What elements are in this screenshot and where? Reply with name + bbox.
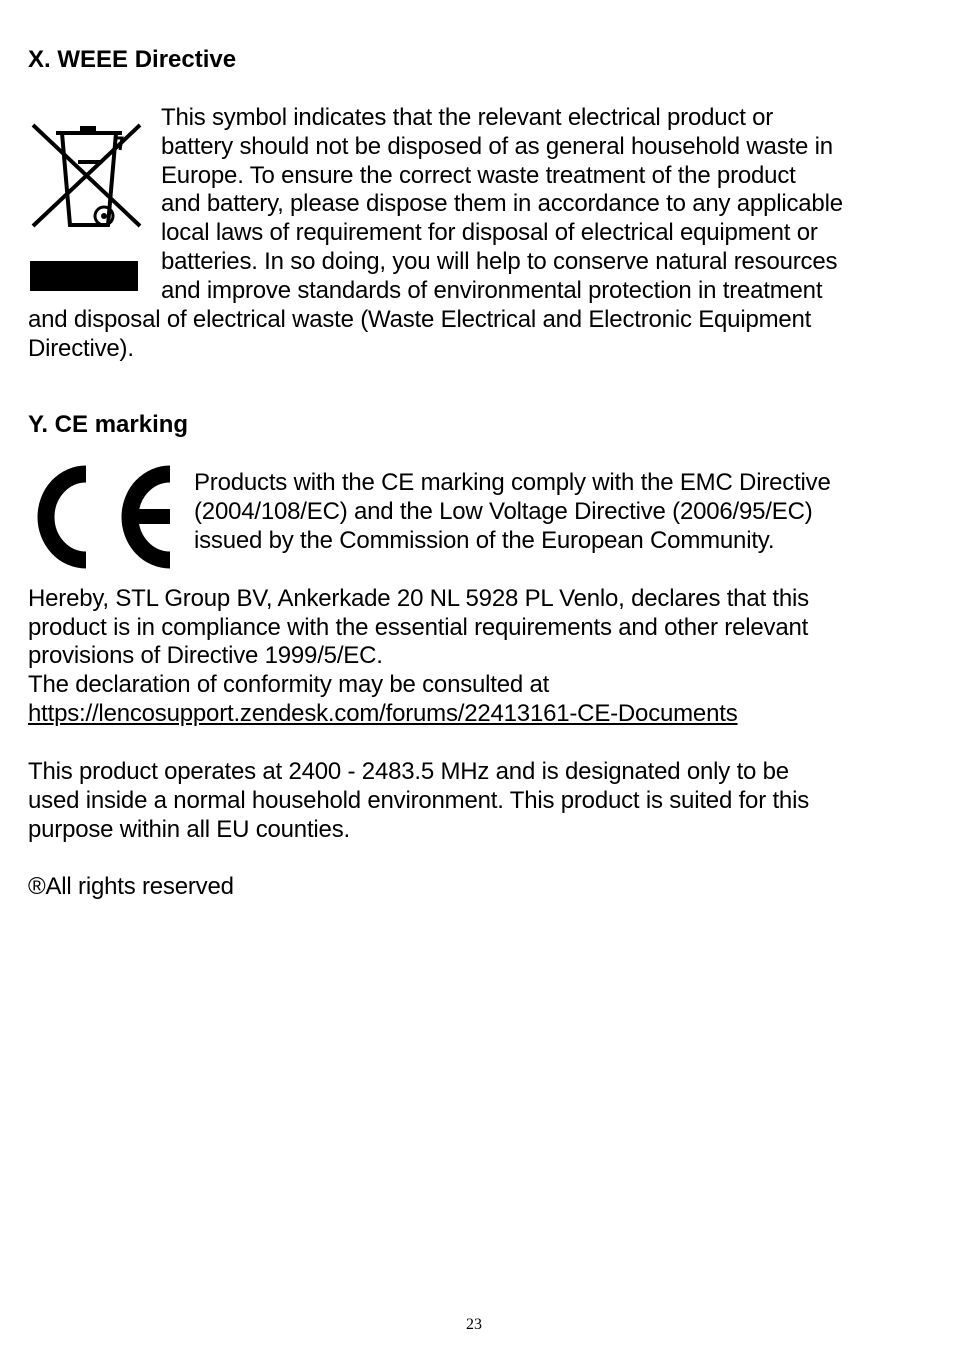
declaration-line: provisions of Directive 1999/5/EC. xyxy=(28,642,383,669)
weee-text-line: local laws of requirement for disposal of electrical equipment or xyxy=(161,219,818,246)
page-number: 23 xyxy=(466,1316,482,1333)
weee-text-line: and improve standards of environmental protection in treatment xyxy=(161,277,823,304)
ce-text-line: issued by the Commission of the European Community. xyxy=(194,527,775,554)
crossed-out-wheelie-bin-icon xyxy=(28,118,144,294)
declaration-line: Hereby, STL Group BV, Ankerkade 20 NL 5928 PL Venlo, declares that this xyxy=(28,585,809,612)
weee-text-line: battery should not be disposed of as general household waste in xyxy=(161,133,833,160)
rights-reserved: ®All rights reserved xyxy=(28,873,234,900)
declaration-line: The declaration of conformity may be consulted at xyxy=(28,671,550,698)
weee-text-line: batteries. In so doing, you will help to conserve natural resources xyxy=(161,248,838,275)
frequency-line: This product operates at 2400 - 2483.5 MHz and is designated only to be xyxy=(28,758,789,785)
weee-heading: X. WEEE Directive xyxy=(28,46,237,73)
declaration-line: product is in compliance with the essential requirements and other relevant xyxy=(28,614,809,641)
ce-text-line: (2004/108/EC) and the Low Voltage Directive (2006/95/EC) xyxy=(194,498,813,525)
weee-text-line: Europe. To ensure the correct waste treatment of the product xyxy=(161,162,796,189)
ce-heading: Y. CE marking xyxy=(28,411,189,438)
ce-documents-link[interactable]: https://lencosupport.zendesk.com/forums/22413161-CE-Documents xyxy=(28,700,738,727)
weee-text-line: Directive). xyxy=(28,335,134,362)
ce-text-line: Products with the CE marking comply with the EMC Directive xyxy=(194,469,831,496)
frequency-line: purpose within all EU counties. xyxy=(28,816,350,843)
ce-mark-icon xyxy=(28,464,178,570)
frequency-line: used inside a normal household environment. This product is suited for this xyxy=(28,787,809,814)
weee-text-line: This symbol indicates that the relevant electrical product or xyxy=(161,104,774,131)
weee-text-line: and disposal of electrical waste (Waste Electrical and Electronic Equipment xyxy=(28,306,812,333)
weee-text-line: and battery, please dispose them in accordance to any applicable xyxy=(161,190,843,217)
